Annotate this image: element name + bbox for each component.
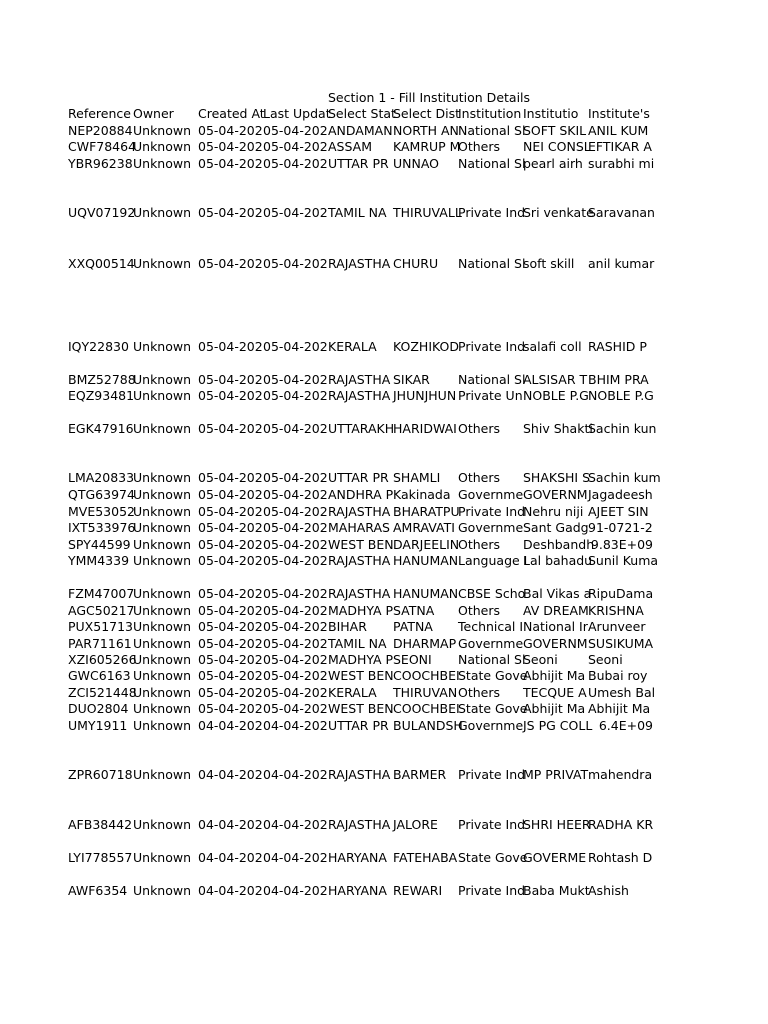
table-cell: GWC6163 (68, 668, 131, 683)
table-cell: JHUNJHUN (393, 388, 457, 403)
table-cell: SIKAR (393, 372, 430, 387)
table-cell: XXQ00514 (68, 256, 135, 271)
table-cell: 05-04-202 (198, 388, 263, 403)
table-cell: UQV07192 (68, 205, 136, 220)
table-cell: 05-04-202 (263, 636, 328, 651)
section-title: Section 1 - Fill Institution Details (327, 90, 531, 105)
table-cell: SHRI HEER (523, 817, 591, 832)
table-cell: Others (458, 421, 501, 436)
table-cell: 04-04-202 (198, 817, 263, 832)
table-cell: Sachin kum (588, 470, 661, 485)
table-cell: Unknown (133, 817, 192, 832)
table-cell: FATEHABA (393, 850, 458, 865)
table-cell: Seoni (588, 652, 623, 667)
table-cell: ZPR60718 (68, 767, 133, 782)
table-cell: PATNA (393, 619, 433, 634)
table-cell: Private Ind (458, 767, 526, 782)
table-cell: 04-04-202 (198, 883, 263, 898)
table-cell: KERALA (328, 685, 377, 700)
table-cell: Deshbandh (523, 537, 595, 552)
table-cell: FZM47007 (68, 586, 135, 601)
header-institute-head: Institute's (588, 106, 650, 121)
table-cell: Saravanan (588, 205, 655, 220)
table-cell: Others (458, 685, 501, 700)
table-cell: 05-04-202 (263, 504, 328, 519)
table-cell: QTG63974 (68, 487, 135, 502)
table-cell: Nehru niji (523, 504, 584, 519)
table-cell: RAJASTHA (328, 388, 391, 403)
table-cell: MVE53052 (68, 504, 135, 519)
table-cell: CBSE Scho (458, 586, 526, 601)
table-cell: National Sl (458, 652, 526, 667)
table-cell: ASSAM (328, 139, 372, 154)
table-cell: Sachin kun (588, 421, 657, 436)
table-cell: SUSIKUMA (588, 636, 654, 651)
table-cell: Lal bahadu (523, 553, 593, 568)
table-cell: AV DREAM (523, 603, 589, 618)
table-cell: Abhijit Ma (588, 701, 651, 716)
table-cell: LYI778557 (68, 850, 133, 865)
table-cell: Unknown (133, 586, 192, 601)
table-cell: MADHYA P (328, 652, 394, 667)
table-cell: 05-04-202 (198, 487, 263, 502)
table-cell: JS PG COLL (523, 718, 593, 733)
table-cell: LMA20833 (68, 470, 135, 485)
table-cell: 05-04-202 (263, 603, 328, 618)
table-cell: anil kumar (588, 256, 655, 271)
table-cell: ZCI521448 (68, 685, 137, 700)
table-cell: NOBLE P.G (588, 388, 654, 403)
table-cell: Private Ind (458, 883, 526, 898)
table-cell: 05-04-202 (263, 701, 328, 716)
table-cell: REWARI (393, 883, 443, 898)
table-cell: 05-04-202 (263, 421, 328, 436)
table-cell: 05-04-202 (263, 156, 328, 171)
table-cell: 04-04-202 (263, 850, 328, 865)
table-cell: 05-04-202 (198, 205, 263, 220)
header-last-updated: Last Updat (263, 106, 331, 121)
table-cell: Unknown (133, 619, 192, 634)
table-cell: Private Un (458, 388, 523, 403)
table-cell: 05-04-202 (198, 504, 263, 519)
table-cell: SOFT SKIL (523, 123, 587, 138)
table-cell: Governme (458, 487, 524, 502)
table-cell: State Gove (458, 668, 528, 683)
table-cell: Language I (458, 553, 528, 568)
table-cell: Governme (458, 520, 524, 535)
table-cell: Kakinada (393, 487, 451, 502)
table-cell: WEST BEN (328, 701, 394, 716)
table-cell: EFTIKAR A (588, 139, 652, 154)
table-cell: DHARMAP (393, 636, 457, 651)
table-cell: 05-04-202 (263, 520, 328, 535)
table-cell: 05-04-202 (198, 256, 263, 271)
table-cell: 05-04-202 (198, 701, 263, 716)
table-cell: UTTARAKH (328, 421, 395, 436)
table-cell: Governme (458, 636, 524, 651)
table-cell: 05-04-202 (263, 652, 328, 667)
table-cell: AMRAVATI (393, 520, 455, 535)
table-cell: BARMER (393, 767, 447, 782)
table-cell: State Gove (458, 850, 528, 865)
table-cell: Arunveer (588, 619, 646, 634)
table-cell: RipuDama (588, 586, 654, 601)
table-cell: 05-04-202 (263, 487, 328, 502)
table-cell: Private Ind (458, 339, 526, 354)
table-cell: 05-04-202 (198, 619, 263, 634)
table-cell: YMM4339 (68, 553, 130, 568)
table-cell: 9.83E+09 (590, 537, 653, 552)
table-cell: Governme (458, 718, 524, 733)
table-cell: Unknown (133, 205, 192, 220)
table-cell: National Sl (458, 256, 526, 271)
table-cell: KRISHNA (588, 603, 644, 618)
table-cell: National Sl (458, 372, 526, 387)
table-cell: ANDHRA P (328, 487, 394, 502)
table-cell: 05-04-202 (263, 205, 328, 220)
table-cell: Unknown (133, 767, 192, 782)
table-cell: HARYANA (328, 883, 387, 898)
table-cell: SHAMLI (393, 470, 441, 485)
header-select-district: Select Dist (393, 106, 461, 121)
table-cell: RAJASTHA (328, 586, 391, 601)
table-cell: Unknown (133, 339, 192, 354)
table-cell: Unknown (133, 718, 192, 733)
table-cell: RAJASTHA (328, 504, 391, 519)
table-cell: WEST BEN (328, 668, 394, 683)
table-cell: GOVERNM (523, 636, 588, 651)
table-cell: HARIDWAI (393, 421, 457, 436)
table-cell: Bubai roy (588, 668, 648, 683)
table-cell: 05-04-202 (198, 339, 263, 354)
table-cell: NORTH AN (393, 123, 459, 138)
table-cell: ANIL KUM (588, 123, 649, 138)
table-cell: KOZHIKOD (393, 339, 459, 354)
table-cell: 05-04-202 (263, 339, 328, 354)
table-cell: Baba Mukt (523, 883, 590, 898)
table-cell: Unknown (133, 668, 192, 683)
table-cell: WEST BEN (328, 537, 394, 552)
table-cell: Sunil Kuma (588, 553, 659, 568)
table-cell: BHIM PRA (588, 372, 649, 387)
table-cell: Unknown (133, 487, 192, 502)
table-cell: RAJASTHA (328, 372, 391, 387)
table-cell: TAMIL NA (328, 205, 387, 220)
table-cell: 05-04-202 (263, 123, 328, 138)
table-cell: NEI CONSL (523, 139, 591, 154)
table-cell: UNNAO (393, 156, 440, 171)
table-cell: EGK47916 (68, 421, 134, 436)
table-cell: Ashish (588, 883, 629, 898)
table-cell: BIHAR (328, 619, 367, 634)
table-cell: 04-04-202 (263, 883, 328, 898)
table-cell: JALORE (393, 817, 438, 832)
table-cell: AFB38442 (68, 817, 133, 832)
table-cell: 05-04-202 (198, 372, 263, 387)
table-cell: 05-04-202 (263, 685, 328, 700)
table-cell: surabhi mi (588, 156, 655, 171)
table-cell: COOCHBEI (393, 701, 460, 716)
table-cell: TAMIL NA (328, 636, 387, 651)
table-cell: Private Ind (458, 817, 526, 832)
table-cell: Private Ind (458, 504, 526, 519)
table-cell: SATNA (393, 603, 435, 618)
table-cell: Unknown (133, 652, 192, 667)
header-institution-type: Institution (458, 106, 522, 121)
table-cell: Private Ind (458, 205, 526, 220)
table-cell: Bal Vikas a (523, 586, 592, 601)
table-cell: Unknown (133, 636, 192, 651)
table-cell: UTTAR PR (328, 718, 389, 733)
table-cell: NEP20884 (68, 123, 133, 138)
table-cell: GOVERNM (523, 487, 588, 502)
table-cell: KAMRUP M (393, 139, 461, 154)
table-cell: 05-04-202 (198, 520, 263, 535)
table-cell: CWF78464 (68, 139, 137, 154)
table-cell: 05-04-202 (198, 470, 263, 485)
table-cell: Unknown (133, 139, 192, 154)
table-cell: KERALA (328, 339, 377, 354)
table-cell: 05-04-202 (263, 470, 328, 485)
table-cell: 05-04-202 (198, 603, 263, 618)
table-cell: 05-04-202 (198, 156, 263, 171)
table-cell: DARJEELIN (393, 537, 460, 552)
table-cell: AGC50217 (68, 603, 135, 618)
table-cell: IXT533976 (68, 520, 136, 535)
table-cell: MP PRIVAT (523, 767, 589, 782)
table-cell: Others (458, 470, 501, 485)
table-cell: GOVERME (523, 850, 587, 865)
table-cell: Shiv Shakti (523, 421, 593, 436)
table-cell: UMY1911 (68, 718, 128, 733)
table-cell: National Ir (523, 619, 588, 634)
table-cell: HANUMAN (393, 586, 459, 601)
table-cell: RADHA KR (588, 817, 654, 832)
table-cell: Unknown (133, 685, 192, 700)
table-cell: SEONI (393, 652, 432, 667)
header-created-at: Created At (198, 106, 265, 121)
table-cell: RAJASTHA (328, 817, 391, 832)
table-cell: HANUMAN (393, 553, 459, 568)
table-cell: salafi coll (523, 339, 582, 354)
table-cell: Others (458, 139, 501, 154)
table-cell: Unknown (133, 123, 192, 138)
table-cell: Technical I (458, 619, 524, 634)
table-cell: National Sl (458, 123, 526, 138)
table-cell: 04-04-202 (263, 817, 328, 832)
table-cell: Unknown (133, 388, 192, 403)
table-cell: 05-04-202 (198, 139, 263, 154)
table-cell: Rohtash D (588, 850, 653, 865)
table-cell: COOCHBEI (393, 668, 460, 683)
table-cell: AJEET SIN (588, 504, 649, 519)
table-cell: 05-04-202 (198, 685, 263, 700)
header-institution-name: Institutio (523, 106, 579, 121)
table-cell: Unknown (133, 156, 192, 171)
table-cell: ANDAMAN (328, 123, 393, 138)
table-cell: MAHARAS (328, 520, 390, 535)
table-cell: 05-04-202 (263, 619, 328, 634)
table-cell: Sant Gadg (523, 520, 589, 535)
table-cell: Unknown (133, 701, 192, 716)
table-cell: PUX51713 (68, 619, 134, 634)
table-cell: 04-04-202 (198, 718, 263, 733)
table-cell: Jagadeesh (588, 487, 653, 502)
table-cell: BMZ52788 (68, 372, 136, 387)
table-cell: 05-04-202 (263, 139, 328, 154)
table-cell: UTTAR PR (328, 156, 389, 171)
table-cell: THIRUVAN (393, 685, 458, 700)
header-reference: Reference (68, 106, 131, 121)
table-cell: THIRUVALL (393, 205, 462, 220)
table-cell: Abhijit Ma (523, 701, 586, 716)
table-cell: 05-04-202 (198, 636, 263, 651)
table-cell: 05-04-202 (198, 553, 263, 568)
table-cell: Unknown (133, 470, 192, 485)
table-cell: 05-04-202 (263, 537, 328, 552)
table-cell: Unknown (133, 883, 192, 898)
table-cell: BHARATPU (393, 504, 460, 519)
table-cell: 05-04-202 (263, 586, 328, 601)
table-cell: 05-04-202 (198, 123, 263, 138)
table-cell: YBR96238 (68, 156, 133, 171)
table-cell: DUO2804 (68, 701, 129, 716)
table-cell: 05-04-202 (263, 668, 328, 683)
table-cell: Others (458, 537, 501, 552)
table-cell: RAJASTHA (328, 256, 391, 271)
table-cell: State Gove (458, 701, 528, 716)
table-cell: Abhijit Ma (523, 668, 586, 683)
table-cell: NOBLE P.G (523, 388, 589, 403)
table-cell: Unknown (133, 520, 192, 535)
header-select-state: Select Stat (328, 106, 396, 121)
table-cell: PAR71161 (68, 636, 132, 651)
table-cell: RAJASTHA (328, 767, 391, 782)
table-cell: SHAKSHI S (523, 470, 591, 485)
table-cell: EQZ93481 (68, 388, 135, 403)
table-cell: Others (458, 603, 501, 618)
table-cell: Unknown (133, 421, 192, 436)
table-cell: soft skill (523, 256, 575, 271)
table-cell: Unknown (133, 603, 192, 618)
table-cell: AWF6354 (68, 883, 128, 898)
table-cell: Unknown (133, 850, 192, 865)
table-cell: Unknown (133, 553, 192, 568)
table-cell: 6.4E+09 (598, 718, 653, 733)
table-cell: 05-04-202 (263, 256, 328, 271)
table-cell: CHURU (393, 256, 439, 271)
table-cell: 05-04-202 (198, 668, 263, 683)
table-cell: Unknown (133, 504, 192, 519)
table-cell: 05-04-202 (263, 553, 328, 568)
table-cell: 04-04-202 (263, 718, 328, 733)
table-cell: HARYANA (328, 850, 387, 865)
table-cell: 05-04-202 (263, 388, 328, 403)
table-cell: ALSISAR T (523, 372, 588, 387)
table-cell: Unknown (133, 256, 192, 271)
table-cell: Umesh Bal (588, 685, 656, 700)
table-cell: RASHID P (588, 339, 647, 354)
table-cell: Unknown (133, 372, 192, 387)
table-cell: 05-04-202 (198, 652, 263, 667)
header-owner: Owner (133, 106, 174, 121)
table-cell: 91-0721-2 (588, 520, 653, 535)
table-cell: mahendra (588, 767, 653, 782)
table-cell: Unknown (133, 537, 192, 552)
table-cell: 04-04-202 (198, 850, 263, 865)
table-cell: Seoni (523, 652, 558, 667)
table-cell: TECQUE A (523, 685, 587, 700)
table-cell: 05-04-202 (198, 421, 263, 436)
table-cell: 05-04-202 (198, 586, 263, 601)
table-cell: 04-04-202 (263, 767, 328, 782)
table-cell: Sri venkate (523, 205, 594, 220)
table-cell: BULANDSH (393, 718, 463, 733)
table-cell: MADHYA P (328, 603, 394, 618)
table-cell: National Sl (458, 156, 526, 171)
table-cell: 05-04-202 (263, 372, 328, 387)
table-cell: 05-04-202 (198, 537, 263, 552)
table-cell: 04-04-202 (198, 767, 263, 782)
table-cell: SPY44599 (68, 537, 131, 552)
table-cell: UTTAR PR (328, 470, 389, 485)
table-cell: IQY22830 (68, 339, 129, 354)
table-cell: RAJASTHA (328, 553, 391, 568)
table-cell: XZI605266 (68, 652, 137, 667)
table-cell: pearl airh (523, 156, 583, 171)
